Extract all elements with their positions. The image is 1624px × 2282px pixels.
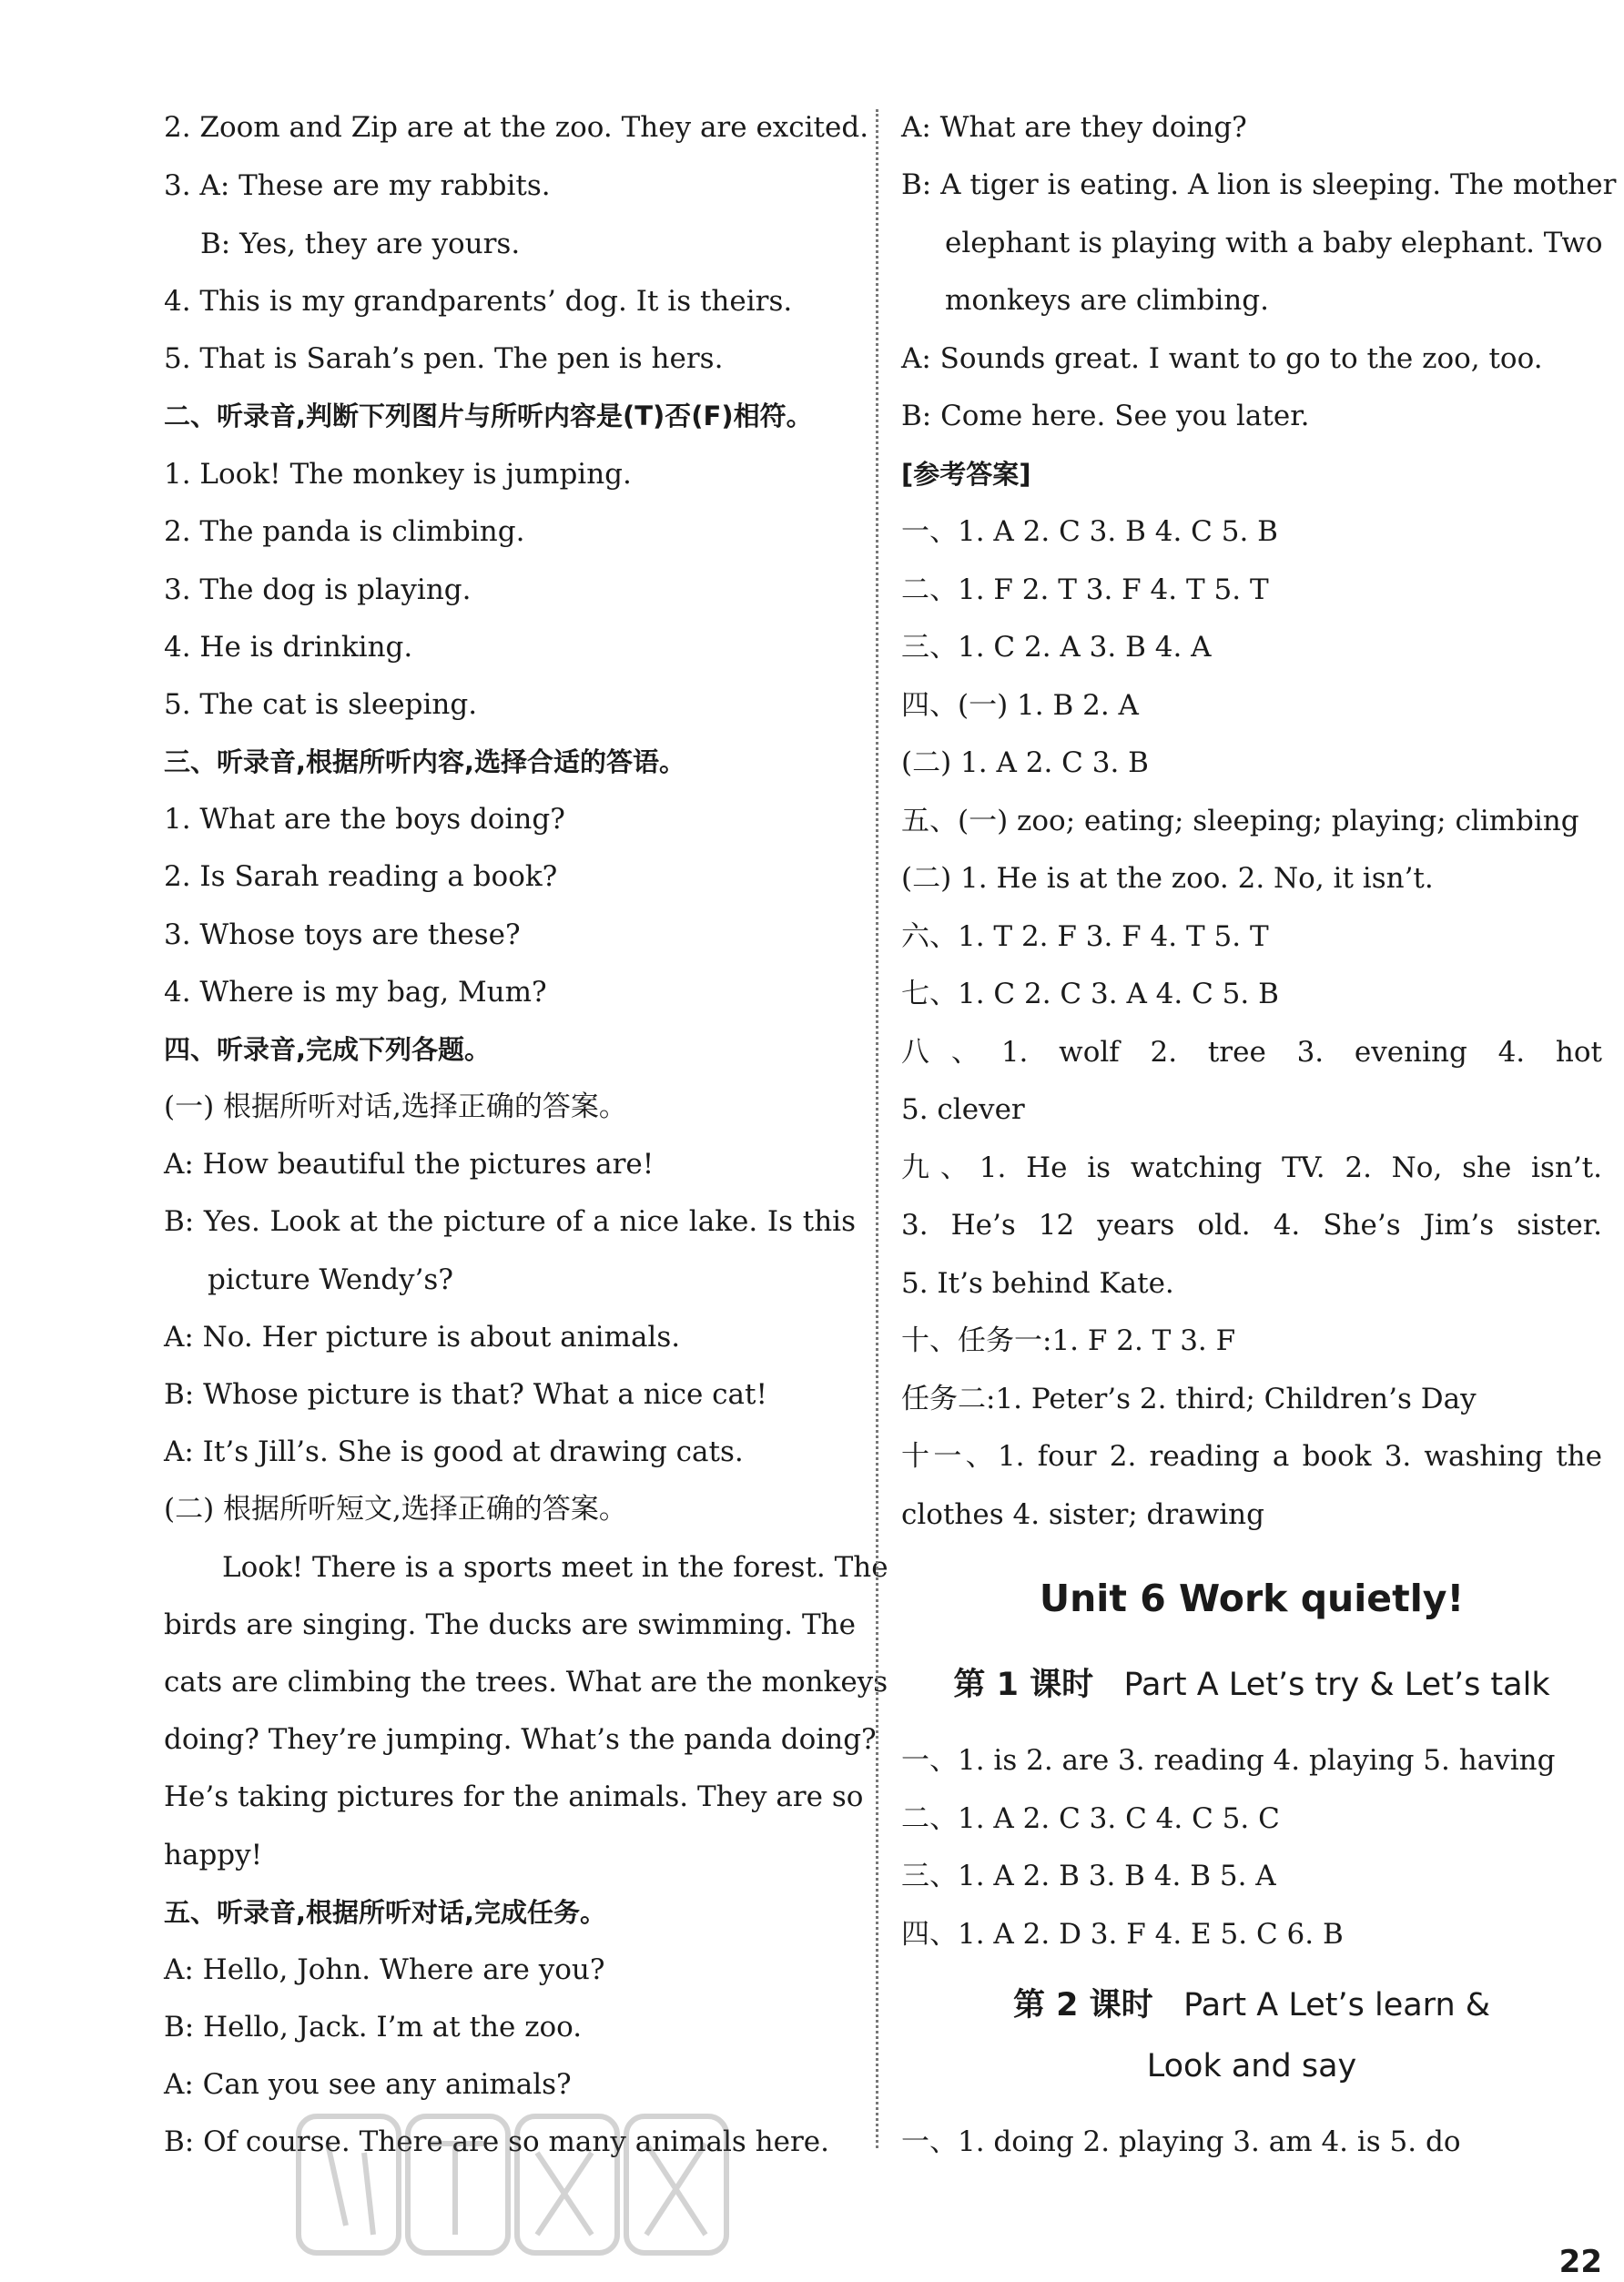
text-line: He’s taking pictures for the animals. They are so bbox=[164, 1780, 864, 1813]
text-line: 2. Is Sarah reading a book? bbox=[164, 860, 558, 893]
text-line: 2. Zoom and Zip are at the zoo. They are excited. bbox=[164, 111, 869, 144]
lesson-title bbox=[901, 1980, 1602, 2031]
lesson-number: 第 1 课时 bbox=[953, 1667, 1094, 1703]
text-line: birds are singing. The ducks are swimming. The bbox=[164, 1608, 856, 1641]
answer-line: 十一、1. four 2. reading a book 3. washing the bbox=[901, 1440, 1602, 1473]
answer-line: 六、1. T 2. F 3. F 4. T 5. T bbox=[901, 920, 1269, 953]
answer-line: 八、1. wolf 2. tree 3. evening 4. hot bbox=[901, 1036, 1602, 1069]
answer-line: 十、任务一:1. F 2. T 3. F bbox=[901, 1324, 1236, 1357]
text-line: Look! There is a sports meet in the forest. The bbox=[222, 1551, 888, 1584]
text-line: A: Can you see any animals? bbox=[164, 2068, 572, 2101]
text-line: B: Come here. See you later. bbox=[901, 400, 1310, 432]
answer-line: 一、1. is 2. are 3. reading 4. playing 5. having bbox=[901, 1744, 1556, 1777]
section-heading: 五、听录音,根据所听对话,完成任务。 bbox=[164, 1897, 607, 1928]
answer-line: clothes 4. sister; drawing bbox=[901, 1498, 1264, 1531]
text-line: doing? They’re jumping. What’s the panda doing? bbox=[164, 1723, 877, 1756]
answer-line: 一、1. A 2. C 3. B 4. C 5. B bbox=[901, 515, 1278, 548]
answer-line: 二、1. F 2. T 3. F 4. T 5. T bbox=[901, 573, 1269, 606]
text-line: 5. The cat is sleeping. bbox=[164, 688, 478, 721]
answer-line: 七、1. C 2. C 3. A 4. C 5. B bbox=[901, 978, 1279, 1010]
answer-line: 5. It’s behind Kate. bbox=[901, 1267, 1174, 1300]
text-line: (一) 根据所听对话,选择正确的答案。 bbox=[164, 1090, 627, 1123]
unit-title: Unit 6 Work quietly! bbox=[1039, 1577, 1465, 1620]
text-line: B: Yes. Look at the picture of a nice lake. Is this bbox=[164, 1205, 856, 1238]
section-heading: 四、听录音,完成下列各题。 bbox=[164, 1034, 492, 1065]
answer-line: (二) 1. He is at the zoo. 2. No, it isn’t. bbox=[901, 862, 1434, 895]
answer-line: 5. clever bbox=[901, 1093, 1025, 1126]
page-number: 22 bbox=[1558, 2244, 1602, 2280]
text-line: B: A tiger is eating. A lion is sleeping. The mother bbox=[901, 168, 1617, 201]
text-line: A: What are they doing? bbox=[901, 111, 1247, 144]
text-line: B: Hello, Jack. I’m at the zoo. bbox=[164, 2011, 583, 2044]
text-line: 4. Where is my bag, Mum? bbox=[164, 976, 547, 1009]
text-line: 3. The dog is playing. bbox=[164, 573, 472, 606]
answer-line: 二、1. A 2. C 3. C 4. C 5. C bbox=[901, 1802, 1280, 1835]
lesson-title bbox=[901, 1659, 1602, 1710]
text-line: A: Sounds great. I want to go to the zoo, too. bbox=[901, 342, 1543, 375]
text-line: A: How beautiful the pictures are! bbox=[164, 1148, 655, 1181]
lesson-number: 第 2 课时 bbox=[1012, 1987, 1153, 2023]
text-line: 2. The panda is climbing. bbox=[164, 515, 525, 548]
text-line: B: Yes, they are yours. bbox=[200, 228, 521, 260]
text-line: B: Whose picture is that? What a nice cat! bbox=[164, 1378, 767, 1411]
text-line: B: Of course. There are so many animals here. bbox=[164, 2125, 829, 2158]
text-line: A: No. Her picture is about animals. bbox=[164, 1321, 681, 1354]
text-line: monkeys are climbing. bbox=[945, 284, 1269, 317]
section-heading: 三、听录音,根据所听内容,选择合适的答语。 bbox=[164, 746, 686, 777]
text-line: 4. He is drinking. bbox=[164, 631, 413, 664]
text-line: cats are climbing the trees. What are the monkeys bbox=[164, 1666, 888, 1699]
answer-line: 四、(一) 1. B 2. A bbox=[901, 689, 1139, 722]
section-heading: 二、听录音,判断下列图片与所听内容是(T)否(F)相符。 bbox=[164, 401, 813, 431]
text-line: happy! bbox=[164, 1839, 263, 1871]
answer-line: 3. He’s 12 years old. 4. She’s Jim’s sister. bbox=[901, 1209, 1602, 1242]
lesson-part: Part A Let’s try & Let’s talk bbox=[1123, 1667, 1550, 1703]
text-line: 4. This is my grandparents’ dog. It is theirs. bbox=[164, 285, 793, 318]
answer-line: 五、(一) zoo; eating; sleeping; playing; climbing bbox=[901, 805, 1579, 837]
text-line: (二) 根据所听短文,选择正确的答案。 bbox=[164, 1493, 627, 1526]
text-line: elephant is playing with a baby elephant. Two bbox=[945, 227, 1603, 259]
text-line: picture Wendy’s? bbox=[208, 1263, 453, 1296]
text-line: A: It’s Jill’s. She is good at drawing cats. bbox=[164, 1435, 744, 1468]
answer-line: 九、1. He is watching TV. 2. No, she isn’t. bbox=[901, 1151, 1602, 1184]
column-divider bbox=[876, 109, 878, 2148]
text-line: 3. A: These are my rabbits. bbox=[164, 169, 551, 202]
answer-line: 一、1. doing 2. playing 3. am 4. is 5. do bbox=[901, 2125, 1461, 2158]
lesson-title-continued: Look and say bbox=[1146, 2048, 1357, 2084]
text-line: 5. That is Sarah’s pen. The pen is hers. bbox=[164, 342, 724, 375]
answer-key-heading: [参考答案] bbox=[901, 459, 1031, 490]
answer-line: 任务二:1. Peter’s 2. third; Children’s Day bbox=[901, 1383, 1477, 1415]
answer-line: 四、1. A 2. D 3. F 4. E 5. C 6. B bbox=[901, 1918, 1344, 1951]
lesson-part: Part A Let’s learn & bbox=[1183, 1987, 1491, 2023]
watermark-logo bbox=[291, 2089, 746, 2280]
text-line: 1. Look! The monkey is jumping. bbox=[164, 458, 632, 491]
text-line: 3. Whose toys are these? bbox=[164, 918, 521, 951]
text-line: 1. What are the boys doing? bbox=[164, 803, 565, 836]
answer-line: 三、1. C 2. A 3. B 4. A bbox=[901, 631, 1212, 664]
answer-line: 三、1. A 2. B 3. B 4. B 5. A bbox=[901, 1860, 1276, 1892]
text-line: A: Hello, John. Where are you? bbox=[164, 1953, 605, 1986]
answer-line: (二) 1. A 2. C 3. B bbox=[901, 746, 1149, 779]
